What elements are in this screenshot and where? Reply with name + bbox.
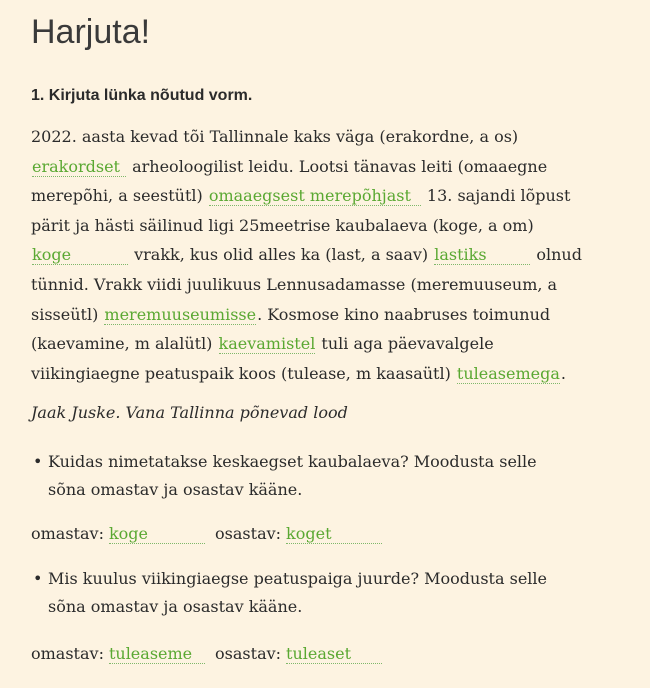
paragraph-text: . Kosmose kino naabruses toimunud bbox=[257, 304, 551, 324]
bullet-icon: • bbox=[33, 452, 43, 471]
paragraph-text: 2022. aasta kevad tõi Tallinnale kaks väga (erakordne, a os) bbox=[31, 127, 519, 146]
exercise-paragraph bbox=[31, 122, 631, 388]
paragraph-line bbox=[31, 211, 631, 241]
question-line: sõna omastav ja osastav kääne. bbox=[48, 597, 303, 616]
paragraph-text: olnud bbox=[536, 245, 582, 265]
paragraph-text: sisseütl) bbox=[31, 304, 99, 324]
omastav-input-2[interactable]: tuleaseme bbox=[109, 645, 205, 664]
gap-input-5[interactable]: meremuuseumisse bbox=[104, 304, 257, 324]
gap-input-3[interactable]: koge bbox=[32, 246, 128, 265]
paragraph-text: viikingiaegne peatuspaik koos (tulease, m kaasaütl) bbox=[31, 363, 451, 383]
osastav-label: osastav: bbox=[215, 524, 282, 543]
paragraph-text: (kaevamine, m alalütl) bbox=[31, 334, 213, 354]
omastav-label: omastav: bbox=[31, 524, 104, 543]
paragraph-line bbox=[31, 122, 631, 152]
gap-input-4[interactable]: lastiks bbox=[434, 246, 530, 265]
question-1 bbox=[31, 448, 631, 504]
paragraph-text: merepõhi, a seestütl) bbox=[31, 186, 203, 206]
question-line: Kuidas nimetatakse keskaegset kaubalaeva? Moodusta selle bbox=[48, 452, 537, 471]
osastav-input-2[interactable]: tuleaset bbox=[286, 645, 382, 664]
omastav-label: omastav: bbox=[31, 644, 104, 663]
gap-input-2[interactable]: omaaegsest merepõhjast bbox=[209, 187, 421, 206]
paragraph-line bbox=[31, 270, 631, 300]
omastav-input-1[interactable]: koge bbox=[109, 525, 205, 544]
paragraph-text: tünnid. Vrakk viidi juulikuus Lennusadamasse (meremuuseum, a bbox=[31, 274, 558, 294]
question-2 bbox=[31, 565, 631, 621]
paragraph-text: pärit ja hästi säilinud ligi 25meetrise kaubalaeva (koge, a om) bbox=[31, 215, 534, 235]
page-title: Harjuta! bbox=[31, 13, 151, 51]
question-text bbox=[48, 448, 631, 504]
paragraph-line bbox=[31, 329, 631, 359]
question-line: sõna omastav ja osastav kääne. bbox=[48, 480, 303, 499]
paragraph-text: arheoloogilist leidu. Lootsi tänavas leiti (omaaegne bbox=[132, 156, 548, 176]
question-text bbox=[48, 565, 631, 621]
paragraph-line bbox=[31, 240, 631, 270]
answer-row-1 bbox=[31, 524, 383, 544]
paragraph-text: vrakk, kus olid alles ka (last, a saav) bbox=[134, 245, 429, 265]
osastav-input-1[interactable]: koget bbox=[286, 525, 382, 544]
gap-input-1[interactable]: erakordset bbox=[32, 158, 126, 177]
paragraph-text: tuli aga päevavalgele bbox=[321, 334, 494, 354]
answer-row-2 bbox=[31, 644, 383, 664]
paragraph-line bbox=[31, 181, 631, 211]
gap-input-7[interactable]: tuleasemega bbox=[456, 363, 560, 383]
paragraph-line bbox=[31, 152, 631, 182]
paragraph-text: . bbox=[560, 363, 566, 383]
bullet-icon: • bbox=[33, 569, 43, 588]
paragraph-line bbox=[31, 300, 631, 330]
gap-input-6[interactable]: kaevamistel bbox=[218, 334, 316, 354]
paragraph-text: 13. sajandi lõpust bbox=[426, 186, 571, 206]
source-citation: Jaak Juske. Vana Tallinna põnevad lood bbox=[31, 403, 348, 422]
task-instruction: 1. Kirjuta lünka nõutud vorm. bbox=[31, 87, 253, 104]
question-line: Mis kuulus viikingiaegse peatuspaiga juurde? Moodusta selle bbox=[48, 569, 547, 588]
osastav-label: osastav: bbox=[215, 644, 282, 663]
paragraph-line bbox=[31, 359, 631, 389]
